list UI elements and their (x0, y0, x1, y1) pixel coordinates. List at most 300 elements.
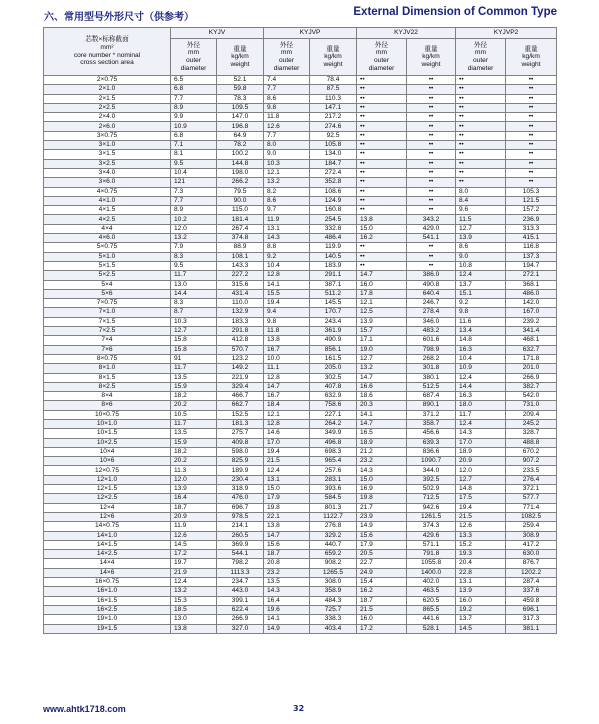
table-cell: 109.5 (217, 103, 264, 112)
table-row (44, 466, 557, 475)
table-cell: 12.7 (456, 475, 506, 484)
header-weight: 重量 kg/km weight (506, 39, 557, 76)
table-row (44, 522, 557, 531)
table-cell: •• (357, 131, 407, 140)
table-row (44, 475, 557, 484)
table-cell: 11.6 (456, 317, 506, 326)
table-cell: 275.7 (217, 429, 264, 438)
row-spec-cell: 3×1.0 (44, 141, 171, 150)
row-spec-cell: 4×0.75 (44, 187, 171, 196)
header-outer-diameter: 外径 mm outer diameter (171, 39, 217, 76)
table-cell: 8.9 (171, 103, 217, 112)
table-row (44, 252, 557, 261)
row-spec-cell: 2×6.0 (44, 122, 171, 131)
table-row (44, 103, 557, 112)
table-row (44, 568, 557, 577)
table-cell: 214.1 (217, 522, 264, 531)
table-cell: 570.7 (217, 345, 264, 354)
table-cell: 167.0 (506, 308, 557, 317)
row-spec-cell: 14×6 (44, 568, 171, 577)
table-cell: 79.5 (217, 187, 264, 196)
table-cell: 9.6 (456, 206, 506, 215)
row-spec-cell: 5×2.5 (44, 271, 171, 280)
table-cell: 7.9 (171, 243, 217, 252)
table-cell: 137.3 (506, 252, 557, 261)
table-row (44, 587, 557, 596)
row-spec-cell: 14×1.5 (44, 540, 171, 549)
table-cell: 13.2 (171, 587, 217, 596)
table-cell: 205.0 (310, 364, 357, 373)
table-cell: •• (506, 131, 557, 140)
table-cell: 201.0 (506, 364, 557, 373)
table-cell: 17.5 (456, 494, 506, 503)
table-cell: 8.6 (264, 94, 310, 103)
table-cell: •• (456, 113, 506, 122)
table-cell: 22.7 (357, 559, 407, 568)
table-cell: 8.1 (171, 150, 217, 159)
table-cell: 16.3 (456, 392, 506, 401)
table-cell: 10.3 (171, 317, 217, 326)
table-cell: 876.7 (506, 559, 557, 568)
table-row (44, 624, 557, 633)
table-cell: 393.6 (310, 485, 357, 494)
table-cell: 8.7 (171, 308, 217, 317)
table-cell: 11.8 (264, 327, 310, 336)
table-cell: 16.0 (357, 615, 407, 624)
table-cell: 9.0 (456, 252, 506, 261)
table-cell: •• (357, 159, 407, 168)
table-cell: 272.4 (310, 168, 357, 177)
table-cell: 890.1 (407, 401, 456, 410)
row-spec-cell: 2×2.5 (44, 103, 171, 112)
table-cell: 403.4 (310, 624, 357, 633)
table-cell: 184.7 (310, 159, 357, 168)
table-cell: 15.5 (264, 289, 310, 298)
table-cell: 10.5 (171, 410, 217, 419)
table-cell: 78.4 (310, 76, 357, 85)
table-cell: 144.8 (217, 159, 264, 168)
row-spec-cell: 14×1.0 (44, 531, 171, 540)
table-cell: 17.9 (357, 540, 407, 549)
table-cell: 267.4 (217, 224, 264, 233)
header-outer-diameter: 外径 mm outer diameter (456, 39, 506, 76)
row-spec-cell: 2×1.0 (44, 85, 171, 94)
table-cell: 12.7 (456, 224, 506, 233)
table-cell: 8.3 (171, 252, 217, 261)
table-cell: •• (506, 85, 557, 94)
table-cell: 22.8 (456, 568, 506, 577)
table-cell: 598.0 (217, 447, 264, 456)
table-row (44, 559, 557, 568)
row-spec-cell: 7×6 (44, 345, 171, 354)
table-cell: 12.0 (456, 466, 506, 475)
table-cell: 124.9 (310, 196, 357, 205)
table-cell: 9.8 (264, 103, 310, 112)
table-row (44, 494, 557, 503)
table-cell: •• (506, 76, 557, 85)
table-cell: 287.4 (506, 578, 557, 587)
table-cell: 659.2 (310, 550, 357, 559)
table-cell: 142.0 (506, 299, 557, 308)
table-cell: 100.2 (217, 150, 264, 159)
table-cell: 64.9 (217, 131, 264, 140)
table-cell: 16.0 (357, 280, 407, 289)
table-cell: 115.0 (217, 206, 264, 215)
table-cell: 13.2 (357, 364, 407, 373)
table-cell: 687.4 (407, 392, 456, 401)
header-core-section: 芯数×标称截面 mm² core number * nominal cross section area (44, 28, 171, 76)
table-row (44, 596, 557, 605)
table-cell: •• (407, 196, 456, 205)
row-spec-cell: 7×4 (44, 336, 171, 345)
table-cell: 157.2 (506, 206, 557, 215)
table-cell: 92.5 (310, 131, 357, 140)
table-cell: 15.8 (171, 345, 217, 354)
row-spec-cell: 16×0.75 (44, 578, 171, 587)
table-cell: 14.1 (264, 615, 310, 624)
table-cell: 12.4 (456, 271, 506, 280)
row-spec-cell: 16×1.5 (44, 596, 171, 605)
row-spec-cell: 8×2.5 (44, 382, 171, 391)
table-cell: 12.4 (456, 419, 506, 428)
table-cell: 14.6 (264, 429, 310, 438)
table-cell: 329.2 (310, 531, 357, 540)
table-row (44, 150, 557, 159)
table-cell: 584.5 (310, 494, 357, 503)
table-row (44, 187, 557, 196)
table-cell: 52.1 (217, 76, 264, 85)
row-spec-cell: 4×4 (44, 224, 171, 233)
table-cell: 542.0 (506, 392, 557, 401)
table-cell: •• (357, 196, 407, 205)
table-cell: •• (456, 131, 506, 140)
table-cell: 105.8 (310, 141, 357, 150)
table-row (44, 503, 557, 512)
table-cell: 245.2 (506, 419, 557, 428)
table-cell: •• (407, 206, 456, 215)
table-cell: 12.1 (264, 168, 310, 177)
table-cell: 283.1 (310, 475, 357, 484)
table-cell: 16.4 (171, 494, 217, 503)
table-cell: •• (407, 103, 456, 112)
row-spec-cell: 5×1.0 (44, 252, 171, 261)
table-cell: 13.0 (171, 615, 217, 624)
table-cell: •• (407, 122, 456, 131)
table-cell: •• (506, 103, 557, 112)
row-spec-cell: 7×0.75 (44, 299, 171, 308)
table-cell: 19.4 (456, 503, 506, 512)
table-body (44, 76, 557, 634)
dimension-table (43, 27, 557, 634)
table-cell: 230.4 (217, 475, 264, 484)
table-cell: 698.3 (310, 447, 357, 456)
table-cell: •• (456, 103, 506, 112)
table-cell: 20.4 (456, 559, 506, 568)
table-cell: 8.6 (456, 243, 506, 252)
table-cell: 7.7 (171, 196, 217, 205)
table-cell: 9.0 (264, 150, 310, 159)
table-cell: 942.6 (407, 503, 456, 512)
table-cell: •• (506, 168, 557, 177)
table-row (44, 419, 557, 428)
table-cell: 11.3 (171, 466, 217, 475)
table-cell: 21.5 (456, 512, 506, 521)
table-cell: 88.9 (217, 243, 264, 252)
table-cell: 825.9 (217, 457, 264, 466)
table-cell: 317.3 (506, 615, 557, 624)
table-cell: 484.3 (310, 596, 357, 605)
table-row (44, 531, 557, 540)
table-row (44, 261, 557, 270)
table-cell: 12.5 (357, 308, 407, 317)
table-cell: •• (407, 178, 456, 187)
row-spec-cell: 19×1.5 (44, 624, 171, 633)
table-cell: 302.5 (310, 373, 357, 382)
table-cell: 7.1 (171, 141, 217, 150)
table-cell: 6.5 (171, 76, 217, 85)
table-cell: 260.5 (217, 531, 264, 540)
table-cell: 315.6 (217, 280, 264, 289)
table-cell: 19.4 (264, 299, 310, 308)
table-cell: 459.8 (506, 596, 557, 605)
table-cell: •• (407, 131, 456, 140)
table-cell: 7.4 (264, 76, 310, 85)
table-cell: 14.3 (264, 234, 310, 243)
table-cell: 266.9 (506, 373, 557, 382)
table-cell: 14.7 (264, 382, 310, 391)
table-cell: 21.2 (357, 447, 407, 456)
table-cell: 1265.5 (310, 568, 357, 577)
table-cell: 1261.5 (407, 512, 456, 521)
table-cell: 466.7 (217, 392, 264, 401)
table-cell: 18.9 (456, 447, 506, 456)
table-cell: 836.6 (407, 447, 456, 456)
table-cell: 12.1 (357, 299, 407, 308)
table-row (44, 447, 557, 456)
row-spec-cell: 14×4 (44, 559, 171, 568)
table-cell: 907.2 (506, 457, 557, 466)
table-cell: 8.0 (264, 141, 310, 150)
table-cell: 18.7 (171, 503, 217, 512)
table-cell: 486.4 (310, 234, 357, 243)
table-cell: 234.7 (217, 578, 264, 587)
table-cell: 11.9 (171, 522, 217, 531)
table-cell: •• (506, 122, 557, 131)
table-cell: 412.8 (217, 336, 264, 345)
table-row (44, 345, 557, 354)
table-cell: 386.0 (407, 271, 456, 280)
table-cell: 24.9 (357, 568, 407, 577)
table-cell: 13.5 (264, 578, 310, 587)
table-cell: •• (456, 94, 506, 103)
table-row (44, 243, 557, 252)
table-cell: 441.6 (407, 615, 456, 624)
table-cell: 511.2 (310, 289, 357, 298)
table-cell: •• (407, 76, 456, 85)
table-cell: 771.4 (506, 503, 557, 512)
table-cell: 8.9 (171, 206, 217, 215)
table-cell: 257.6 (310, 466, 357, 475)
table-cell: 18.2 (171, 392, 217, 401)
table-cell: 16.2 (357, 234, 407, 243)
table-cell: 217.2 (310, 113, 357, 122)
table-cell: 13.1 (264, 224, 310, 233)
table-cell: •• (407, 159, 456, 168)
table-cell: 17.1 (357, 336, 407, 345)
table-cell: 23.9 (357, 512, 407, 521)
table-cell: 6.8 (171, 131, 217, 140)
table-cell: 16.3 (456, 345, 506, 354)
table-cell: 908.2 (310, 559, 357, 568)
table-cell: 209.4 (506, 410, 557, 419)
table-cell: 1202.2 (506, 568, 557, 577)
table-cell: 13.9 (171, 485, 217, 494)
table-cell: 10.4 (171, 168, 217, 177)
table-cell: 227.1 (310, 410, 357, 419)
table-cell: 8.2 (264, 187, 310, 196)
table-cell: 620.5 (407, 596, 456, 605)
table-row (44, 457, 557, 466)
footer-url[interactable]: www.ahtk1718.com (43, 704, 126, 714)
table-cell: 15.7 (357, 327, 407, 336)
table-cell: •• (357, 103, 407, 112)
table-cell: •• (407, 261, 456, 270)
table-cell: 21.9 (171, 568, 217, 577)
row-spec-cell: 4×1.5 (44, 206, 171, 215)
table-cell: 1113.3 (217, 568, 264, 577)
table-row (44, 159, 557, 168)
table-cell: 12.6 (171, 531, 217, 540)
table-cell: 9.7 (264, 206, 310, 215)
table-row (44, 373, 557, 382)
table-cell: 10.0 (264, 354, 310, 363)
row-spec-cell: 5×0.75 (44, 243, 171, 252)
table-cell: 14.9 (264, 624, 310, 633)
table-cell: 16.2 (357, 587, 407, 596)
table-cell: 20.8 (264, 559, 310, 568)
table-cell: •• (357, 141, 407, 150)
table-cell: •• (506, 113, 557, 122)
table-row (44, 94, 557, 103)
table-row (44, 196, 557, 205)
table-cell: 1400.0 (407, 568, 456, 577)
table-cell: 496.8 (310, 438, 357, 447)
table-cell: 14.7 (357, 373, 407, 382)
table-row (44, 578, 557, 587)
table-row (44, 327, 557, 336)
table-cell: 392.5 (407, 475, 456, 484)
table-cell: 358.7 (407, 419, 456, 428)
page-number: 32 (293, 704, 305, 713)
table-cell: 183.3 (217, 317, 264, 326)
table-cell: 12.1 (264, 410, 310, 419)
row-spec-cell: 7×2.5 (44, 327, 171, 336)
table-cell: 12.8 (264, 419, 310, 428)
row-spec-cell: 3×2.5 (44, 159, 171, 168)
table-cell: 344.0 (407, 466, 456, 475)
table-cell: 856.1 (310, 345, 357, 354)
table-cell: 20.5 (357, 550, 407, 559)
table-cell: 10.2 (171, 215, 217, 224)
row-spec-cell: 12×6 (44, 512, 171, 521)
table-cell: 91 (171, 354, 217, 363)
table-cell: 17.9 (264, 494, 310, 503)
table-cell: 134.0 (310, 150, 357, 159)
table-cell: 12.6 (264, 122, 310, 131)
table-cell: 20.9 (456, 457, 506, 466)
table-cell: •• (456, 76, 506, 85)
table-cell: 670.2 (506, 447, 557, 456)
table-cell: •• (407, 243, 456, 252)
table-cell: 13.0 (171, 280, 217, 289)
table-cell: 291.1 (310, 271, 357, 280)
table-cell: 198.0 (217, 168, 264, 177)
table-cell: 640.4 (407, 289, 456, 298)
table-cell: 266.2 (217, 178, 264, 187)
table-cell: •• (357, 168, 407, 177)
table-cell: 23.2 (357, 457, 407, 466)
table-cell: 502.9 (407, 485, 456, 494)
row-spec-cell: 3×1.5 (44, 150, 171, 159)
table-cell: 16.7 (264, 345, 310, 354)
table-cell: 278.4 (407, 308, 456, 317)
row-spec-cell: 4×1.0 (44, 196, 171, 205)
table-cell: 12.8 (264, 271, 310, 280)
table-cell: 601.6 (407, 336, 456, 345)
table-cell: 18.7 (264, 550, 310, 559)
table-row (44, 392, 557, 401)
table-row (44, 605, 557, 614)
row-spec-cell: 5×1.5 (44, 261, 171, 270)
row-spec-cell: 8×6 (44, 401, 171, 410)
table-cell: 78.2 (217, 141, 264, 150)
table-cell: 402.0 (407, 578, 456, 587)
row-spec-cell: 4×6.0 (44, 234, 171, 243)
table-cell: 276.4 (506, 475, 557, 484)
table-cell: 17.0 (456, 438, 506, 447)
table-cell: 13.7 (456, 280, 506, 289)
table-cell: 17.0 (264, 438, 310, 447)
row-spec-cell: 8×4 (44, 392, 171, 401)
table-cell: 14.7 (357, 271, 407, 280)
header-group-kyjv: KYJV (171, 28, 264, 39)
table-cell: 9.2 (264, 252, 310, 261)
header-weight: 重量 kg/km weight (310, 39, 357, 76)
table-cell: 8.4 (456, 196, 506, 205)
table-cell: 15.6 (357, 531, 407, 540)
row-spec-cell: 10×1.5 (44, 429, 171, 438)
table-cell: 20.9 (171, 512, 217, 521)
table-cell: 17.2 (171, 550, 217, 559)
table-cell: 19.8 (264, 503, 310, 512)
table-cell: 108.1 (217, 252, 264, 261)
table-cell: •• (357, 122, 407, 131)
table-cell: 10.9 (456, 364, 506, 373)
table-cell: 13.1 (456, 578, 506, 587)
row-spec-cell: 5×4 (44, 280, 171, 289)
row-spec-cell: 16×2.5 (44, 605, 171, 614)
table-cell: 10.9 (171, 122, 217, 131)
table-cell: 181.4 (217, 215, 264, 224)
table-cell: 9.2 (456, 299, 506, 308)
table-cell: 18.5 (171, 605, 217, 614)
table-cell: 14.1 (357, 410, 407, 419)
table-cell: •• (357, 150, 407, 159)
table-cell: 12.7 (171, 327, 217, 336)
table-row (44, 271, 557, 280)
table-cell: 181.3 (217, 419, 264, 428)
table-cell: 140.5 (310, 252, 357, 261)
